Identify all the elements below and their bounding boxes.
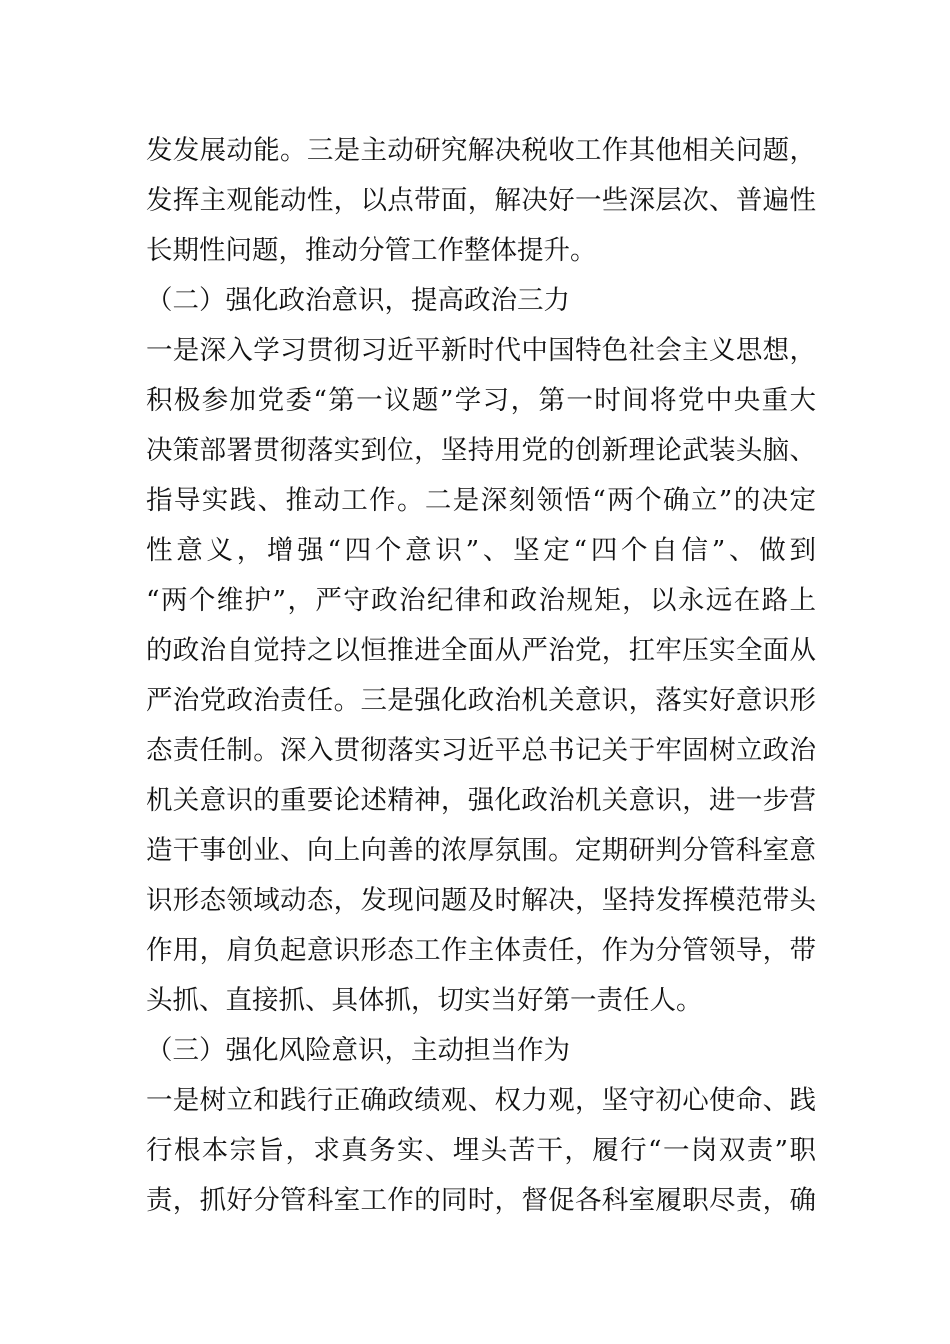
text-line: “两个维护”，严守政治纪律和政治规矩，以永远在路上 <box>146 585 816 616</box>
text-line: 识形态领域动态，发现问题及时解决，坚持发挥模范带头 <box>146 885 816 916</box>
text-line: 指导实践、推动工作。二是深刻领悟“两个确立”的决定 <box>146 485 816 516</box>
body-text <box>146 126 816 1226</box>
text-line: 作用，肩负起意识形态工作主体责任，作为分管领导，带 <box>146 935 816 966</box>
text-line: 积极参加党委“第一议题”学习，第一时间将党中央重大 <box>146 385 816 416</box>
text-line: 决策部署贯彻落实到位，坚持用党的创新理论武装头脑、 <box>146 435 816 466</box>
section-heading: （三）强化风险意识，主动担当作为 <box>146 1035 570 1066</box>
text-line: 行根本宗旨，求真务实、埋头苦干，履行“一岗双责”职 <box>146 1135 816 1166</box>
section-heading: （二）强化政治意识，提高政治三力 <box>146 285 570 316</box>
text-line: 性意义，增强“四个意识”、坚定“四个自信”、做到 <box>146 535 816 566</box>
text-line: 严治党政治责任。三是强化政治机关意识，落实好意识形 <box>146 685 816 716</box>
text-line: 发挥主观能动性，以点带面，解决好一些深层次、普遍性 <box>146 185 816 216</box>
text-line: 头抓、直接抓、具体抓，切实当好第一责任人。 <box>146 985 703 1016</box>
text-line: 一是树立和践行正确政绩观、权力观，坚守初心使命、践 <box>146 1085 816 1116</box>
text-line: 一是深入学习贯彻习近平新时代中国特色社会主义思想， <box>146 335 816 366</box>
text-line: 的政治自觉持之以恒推进全面从严治党，扛牢压实全面从 <box>146 635 816 666</box>
text-line: 责，抓好分管科室工作的同时，督促各科室履职尽责，确 <box>146 1185 816 1216</box>
text-line: 机关意识的重要论述精神，强化政治机关意识，进一步营 <box>146 785 816 816</box>
text-line: 造干事创业、向上向善的浓厚氛围。定期研判分管科室意 <box>146 835 816 866</box>
text-line: 发发展动能。三是主动研究解决税收工作其他相关问题， <box>146 135 816 166</box>
text-line: 态责任制。深入贯彻落实习近平总书记关于牢固树立政治 <box>146 735 816 766</box>
text-line: 长期性问题，推动分管工作整体提升。 <box>146 235 597 266</box>
